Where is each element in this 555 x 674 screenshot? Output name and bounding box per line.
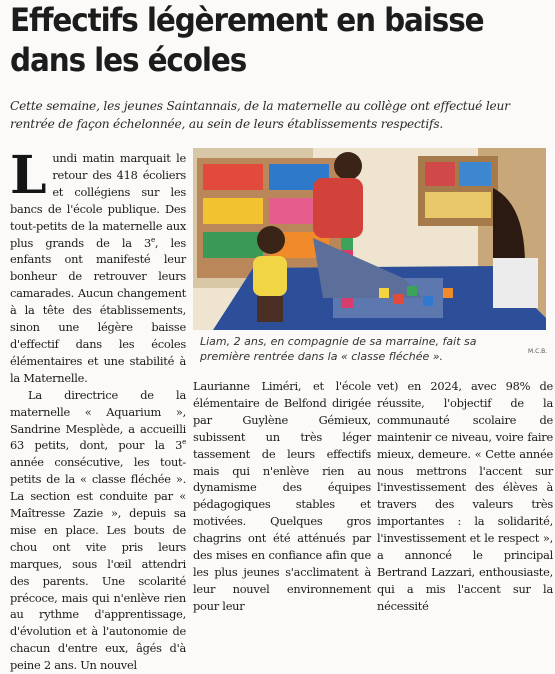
article-column-3	[377, 378, 553, 615]
standfirst: Cette semaine, les jeunes Saintannais, de la maternelle au collège ont effectué leur rentrée de façon échelonnée, au sein de leurs établissements respectifs.	[10, 99, 510, 131]
photo-caption: Liam, 2 ans, en compagnie de sa marraine, fait sa première rentrée dans la « classe fléchée ».	[200, 335, 477, 363]
paragraph-1	[10, 145, 186, 387]
article-column-2	[193, 378, 371, 615]
paragraph-1-text-b: , les enfants ont manifesté leur bonheur de retrouver leurs camarades. Aucun changement à la tête des établissements, sinon une légère baisse d'effectif dans les écoles élémentaires et une stabilité à la Maternelle.	[10, 235, 186, 385]
photo-credit: M.C.B.	[528, 348, 548, 355]
headline-line-1: Effectifs légèrement en baisse	[10, 1, 484, 39]
column-3-text: vet) en 2024, avec 98% de réussite, l'objectif de la communauté scolaire de maintenir ce niveau, voire faire mieux, demeure. « Cette année nous mettrons l'accent sur l'investissement des élèves à travers des valeurs très importantes : la solidarité, l'investissement et le respect », a annoncé le principal Bertrand Lazzari, enthousiaste, qui a mis l'accent sur la nécessité	[377, 379, 553, 613]
column-2-text: Laurianne Liméri, et l'école élémentaire de Belfond dirigée par Guylène Gémieux, subissent un très léger tassement de leurs effectifs mais qui n'enlève rien au dynamisme des équipes pédagogiques stables et motivées. Quelques gros chagrins ont été atténués par des mises en confiance afin que les plus jeunes s'acclimatent à leur nouvel environnement pour leur	[193, 379, 371, 613]
paragraph-1-text-a: undi matin marquait le retour des 418 écoliers et collégiens sur les bancs de l'école publique. Des tout-petits de la maternelle aux plus grands de la 3	[10, 151, 186, 250]
classroom-photo-illustration	[193, 148, 546, 330]
drop-cap: L	[10, 145, 47, 206]
article-column-1	[10, 145, 186, 674]
paragraph-2-text-b: année consécutive, les tout-petits de la « classe fléchée ». La section est conduite par « Maîtresse Zazie », depuis sa mise en place. Les bouts de chou ont vite pris leurs marques, sous l'œil attendri des parents. Une scolarité précoce, mais qui n'enlève rien au rythme d'apprentissage, d'évolution et à l'autonomie de chacun d'entre eux, âgés d'à peine 2 ans. Un nouvel	[10, 455, 186, 673]
headline	[10, 0, 507, 80]
article-photo	[193, 148, 546, 330]
paragraph-2-text-a: La directrice de la maternelle « Aquarium », Sandrine Mesplède, a accueilli 63 petits, dont, pour la 3	[10, 387, 186, 453]
superscript-e: e	[151, 235, 155, 244]
paragraph-2	[10, 387, 186, 674]
headline-line-2: dans les écoles	[10, 41, 247, 79]
superscript-e-2: e	[182, 438, 186, 447]
